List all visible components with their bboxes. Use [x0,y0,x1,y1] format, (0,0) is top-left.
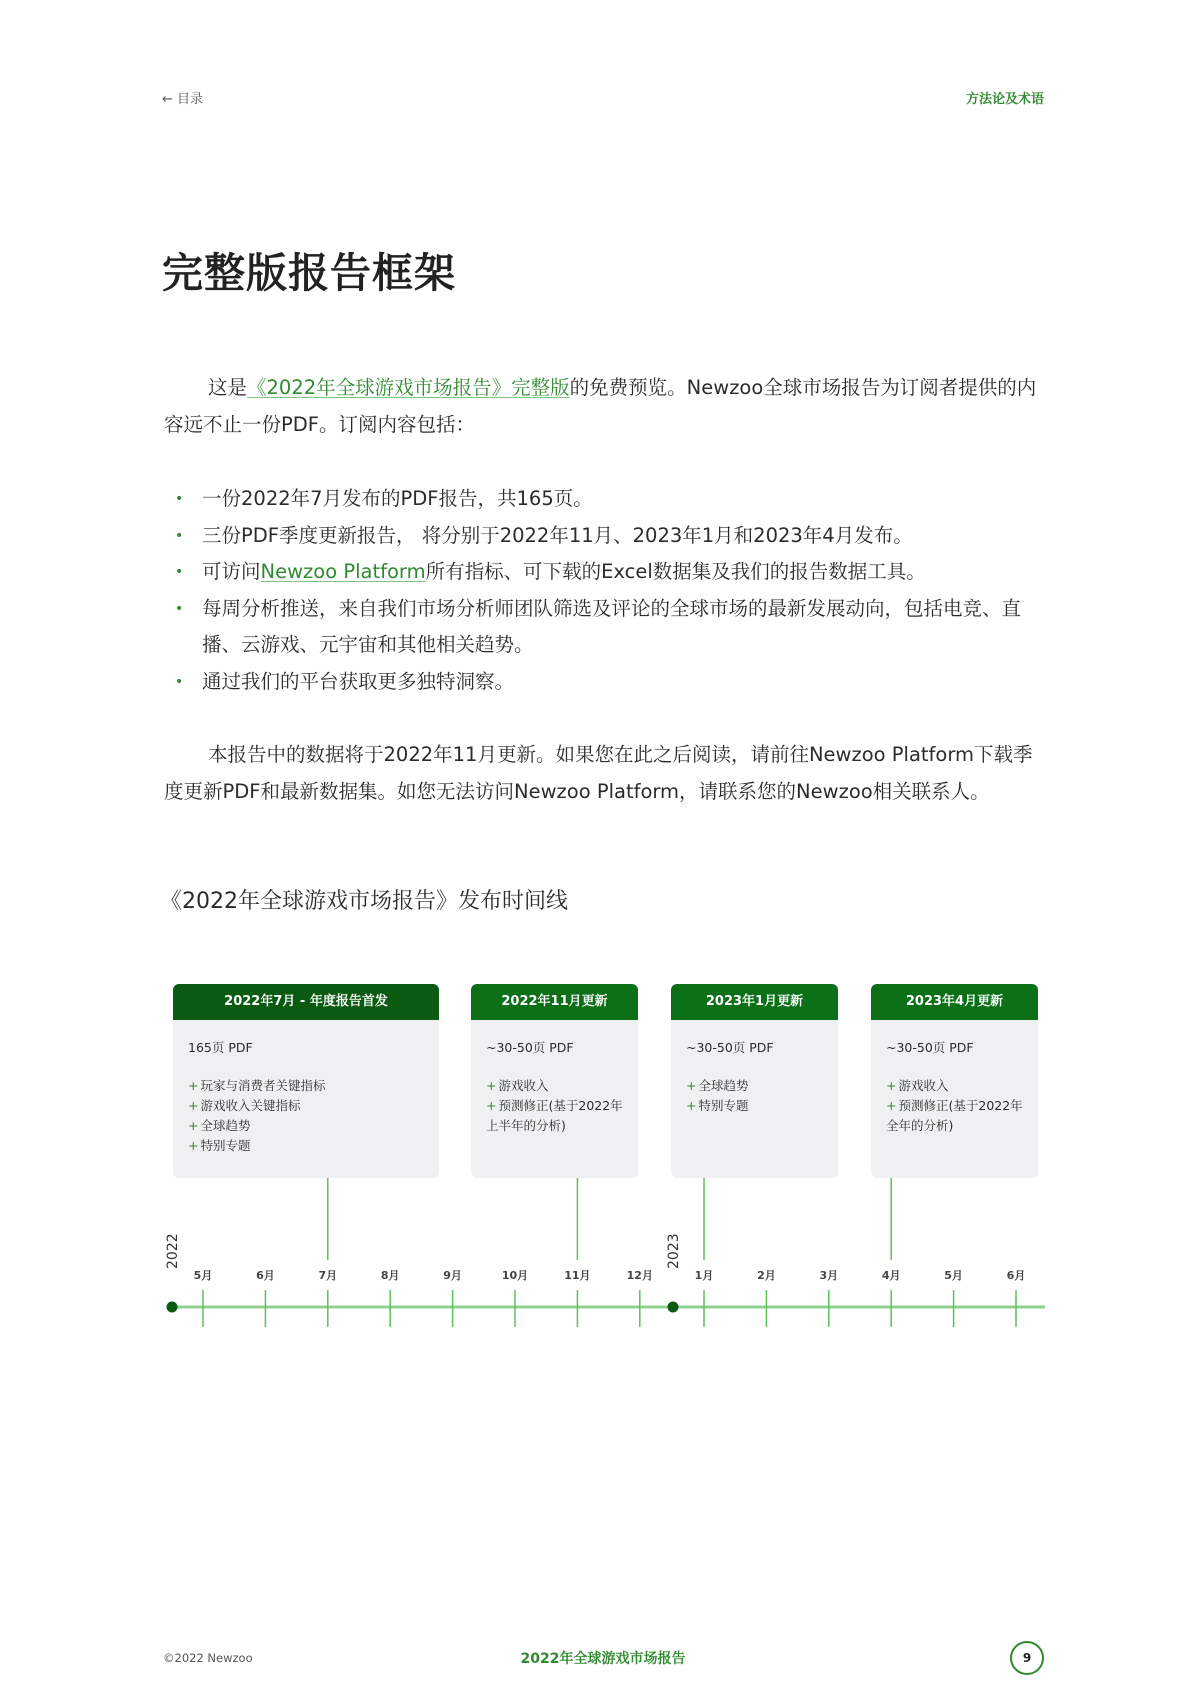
arrow-left-icon: ← [162,92,173,107]
newzoo-platform-link[interactable]: Newzoo Platform [260,560,426,583]
release-card-header: 2022年11月更新 [471,984,638,1020]
intro-suffix: 的免费预览。Newzoo全球市场报告为订阅者提供的内容远不止一份PDF。订阅内容包括： [164,376,1037,436]
methodology-link[interactable]: 方法论及术语 [965,92,1044,107]
bullet-icon: • [175,527,184,544]
release-card [871,984,1038,1178]
bullet-icon: • [175,673,184,690]
year-label: 2022 [165,1233,181,1269]
month-label: 5月 [944,1269,963,1282]
month-label: 12月 [626,1269,653,1282]
list-item-text: 三份PDF季度更新报告， 将分别于2022年11月、2023年1月和2023年4月发布。 [202,523,913,547]
card-item [188,1076,424,1096]
month-label: 9月 [443,1269,462,1282]
bullet-icon: • [175,600,184,617]
card-item [886,1096,1023,1136]
card-item [188,1096,424,1116]
release-card [671,984,838,1178]
list-item [164,554,1044,591]
month-label: 2月 [757,1269,776,1282]
bullet-icon: • [175,564,184,580]
card-item-text: 预测修正(基于2022年全年的分析) [886,1098,1023,1133]
card-item [486,1076,623,1096]
plus-icon: + [188,1118,199,1133]
page-title: 完整版报告框架 [162,249,456,297]
year-label: 2023 [666,1233,682,1269]
month-label: 6月 [1006,1269,1026,1282]
toc-back-link[interactable] [162,88,203,107]
card-item [188,1136,424,1156]
list-item-text: 可访问 [202,560,261,583]
month-label: 7月 [318,1269,338,1282]
plus-icon: + [886,1078,897,1093]
month-label: 4月 [881,1269,901,1282]
full-report-link[interactable]: 《2022年全球游戏市场报告》完整版 [247,376,570,399]
list-item [164,591,1044,664]
month-label: 11月 [564,1269,591,1282]
list-item-text: 所有指标、可下载的Excel数据集及我们的报告数据工具。 [425,560,926,583]
card-item [486,1096,623,1136]
card-item-text: 特别专题 [698,1098,749,1113]
intro-paragraph [164,370,1044,443]
month-label: 1月 [694,1269,714,1282]
month-label: 10月 [501,1269,529,1282]
update-paragraph [164,737,1044,810]
list-item [164,664,1044,701]
card-item [686,1076,823,1096]
card-item-text: 游戏收入关键指标 [200,1098,301,1113]
card-item [886,1076,1023,1096]
release-card-header: 2023年1月更新 [671,984,838,1020]
release-card-pages: 165页 PDF [188,1040,253,1055]
subscription-list [164,481,1044,700]
release-card-pages: ~30-50页 PDF [486,1040,574,1055]
toc-link-label: 目录 [177,92,204,107]
timeline-heading: 《2022年全球游戏市场报告》发布时间线 [160,889,568,914]
list-item-text: 每周分析推送，来自我们市场分析师团队筛选及评论的全球市场的最新发展动向，包括电竞、直播、云游戏、元宇宙和其他相关趋势。 [202,596,1022,656]
plus-icon: + [686,1078,697,1093]
card-item-text: 游戏收入 [898,1078,949,1093]
card-item-text: 预测修正(基于2022年上半年的分析) [486,1098,623,1133]
intro-prefix: 这是 [208,376,248,399]
release-card-pages: ~30-50页 PDF [686,1040,774,1055]
bullet-icon: • [175,491,184,507]
release-timeline [0,1170,1200,1340]
list-item [164,518,1044,555]
month-label: 3月 [819,1269,839,1282]
plus-icon: + [886,1098,897,1113]
list-item-text: 通过我们的平台获取更多独特洞察。 [202,669,515,693]
card-item-text: 全球趋势 [698,1078,749,1093]
month-label: 8月 [380,1269,400,1282]
footer-report-title: 2022年全球游戏市场报告 [520,1651,686,1667]
plus-icon: + [486,1098,497,1113]
release-card-header: 2023年4月更新 [871,984,1038,1020]
plus-icon: + [188,1138,199,1153]
plus-icon: + [188,1098,199,1113]
card-item-text: 游戏收入 [498,1078,549,1093]
list-item [164,481,1044,518]
release-card [471,984,638,1178]
release-card [173,984,439,1178]
card-item-text: 特别专题 [200,1138,251,1153]
month-label: 5月 [193,1269,213,1282]
year-dot [668,1302,679,1313]
list-item-text: 一份2022年7月发布的PDF报告，共165页。 [202,487,593,510]
month-label: 6月 [256,1269,275,1282]
plus-icon: + [188,1078,199,1093]
page-number: 9 [1010,1641,1044,1675]
plus-icon: + [486,1078,497,1093]
footer-copyright: ©2022 Newzoo [163,1651,253,1665]
plus-icon: + [686,1098,697,1113]
card-item [686,1096,823,1116]
update-paragraph-text: 本报告中的数据将于2022年11月更新。如果您在此之后阅读，请前往Newzoo Platform下载季度更新PDF和最新数据集。如您无法访问Newzoo Platform，请联系您的Newzoo相关联系人。 [164,743,1033,803]
card-item-text: 玩家与消费者关键指标 [200,1078,326,1093]
card-item [188,1116,424,1136]
card-item-text: 全球趋势 [200,1118,251,1133]
year-dot [167,1302,178,1313]
release-card-header: 2022年7月 - 年度报告首发 [173,984,439,1020]
release-card-pages: ~30-50页 PDF [886,1040,974,1055]
